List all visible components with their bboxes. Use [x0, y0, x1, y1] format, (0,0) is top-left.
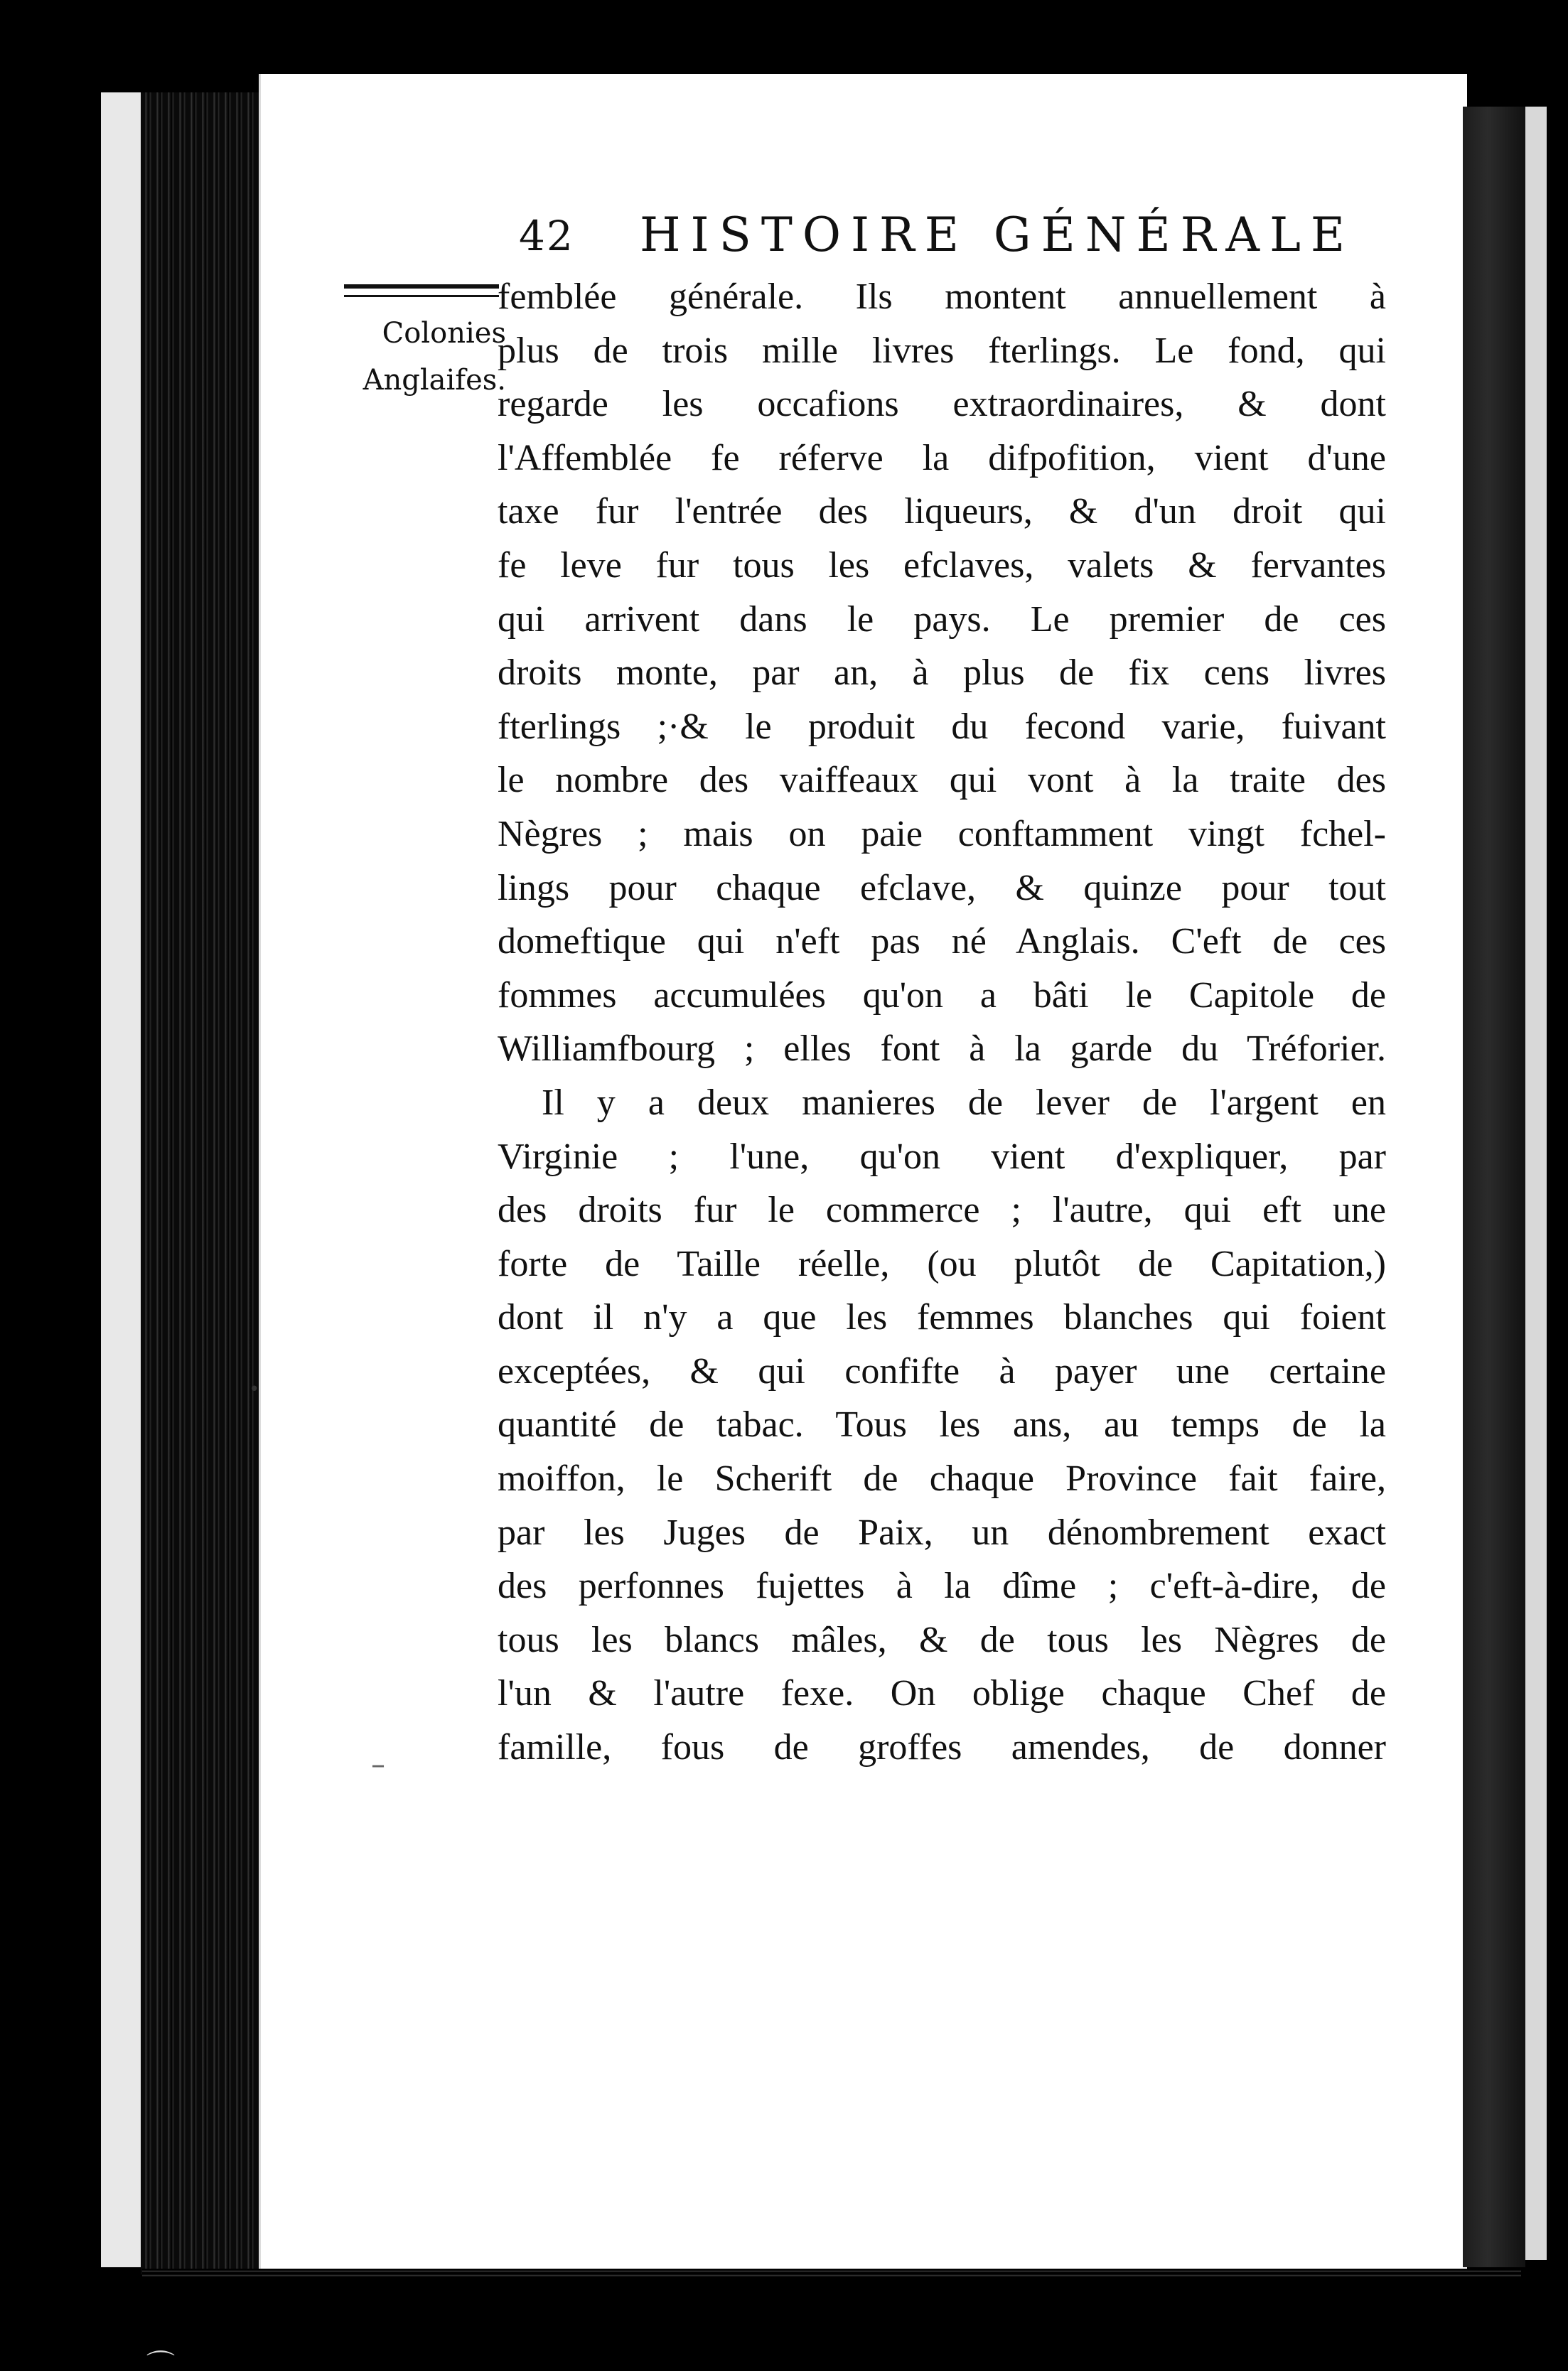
text-line: le nombre des vaiffeaux qui vont à la traite des [498, 760, 1386, 801]
text-line: moiffon, le Scherift de chaque Province fait faire, [498, 1458, 1386, 1500]
text-line: l'un & l'autre fexe. On oblige chaque Chef de [498, 1673, 1386, 1714]
paragraph-first-line: Il y a deux manieres de lever de l'argent en [542, 1082, 1386, 1123]
text-line: regarde les occafions extraordinaires, & dont [498, 384, 1386, 425]
scan-corner-mark: ⌒ [146, 2349, 175, 2371]
book-bottom-edges [142, 2269, 1521, 2279]
marginal-note-line: Colonies [382, 317, 506, 350]
text-line: des perfonnes fujettes à la dîme ; c'eft-à-dire, de [498, 1566, 1386, 1607]
text-line: Virginie ; l'une, qu'on vient d'expliquer, par [498, 1136, 1386, 1177]
page-number: 42 [519, 212, 574, 260]
text-line: dont il n'y a que les femmes blanches qui foient [498, 1297, 1386, 1338]
scan-left-border [101, 92, 141, 2267]
text-line: quantité de tabac. Tous les ans, au temps de la [498, 1404, 1386, 1446]
text-line: plus de trois mille livres fterlings. Le fond, qui [498, 330, 1386, 371]
text-line: fterlings ;·& le produit du fecond varie, fuivant [498, 706, 1386, 747]
text-line: femblée générale. Ils montent annuellement à [498, 276, 1386, 317]
text-line: des droits fur le commerce ; l'autre, qui eft une [498, 1190, 1386, 1231]
text-line: forte de Taille réelle, (ou plutôt de Capitation,) [498, 1243, 1386, 1284]
text-line: qui arrivent dans le pays. Le premier de ces [498, 598, 1386, 640]
text-line: Nègres ; mais on paie conftamment vingt fchel- [498, 813, 1386, 854]
scan-speck: • [249, 1379, 260, 1400]
text-line: Williamfbourg ; elles font à la garde du Tréforier. [498, 1028, 1386, 1070]
marginal-note [335, 310, 506, 404]
text-line: tous les blancs mâles, & de tous les Nègres de [498, 1619, 1386, 1660]
marginal-note-line: Anglaifes. [363, 364, 506, 397]
text-line: par les Juges de Paix, un dénombrement exact [498, 1512, 1386, 1553]
book-page-edges [141, 92, 260, 2274]
text-line: exceptées, & qui confifte à payer une certaine [498, 1350, 1386, 1392]
text-line: droits monte, par an, à plus de fix cens livres [498, 652, 1386, 694]
scan-right-border [1525, 107, 1547, 2260]
text-line: domeftique qui n'eft pas né Anglais. C'eft de ces [498, 921, 1386, 962]
text-line: famille, fous de groffes amendes, de donner [498, 1727, 1386, 1768]
text-line: taxe fur l'entrée des liqueurs, & d'un droit qui [498, 491, 1386, 532]
text-line: fe leve fur tous les efclaves, valets & fervantes [498, 544, 1386, 586]
running-header [519, 208, 1355, 271]
running-title: HISTOIRE GÉNÉRALE [640, 208, 1355, 262]
text-line: lings pour chaque efclave, & quinze pour tout [498, 867, 1386, 908]
margin-ornament-rule [344, 284, 499, 297]
scan-mark: – [371, 1748, 385, 1781]
text-line: l'Affemblée fe réferve la difpofition, vient d'une [498, 437, 1386, 478]
body-text [498, 270, 1386, 1775]
book-gutter-shadow [1463, 107, 1525, 2267]
text-line: fommes accumulées qu'on a bâti le Capitole de [498, 974, 1386, 1016]
